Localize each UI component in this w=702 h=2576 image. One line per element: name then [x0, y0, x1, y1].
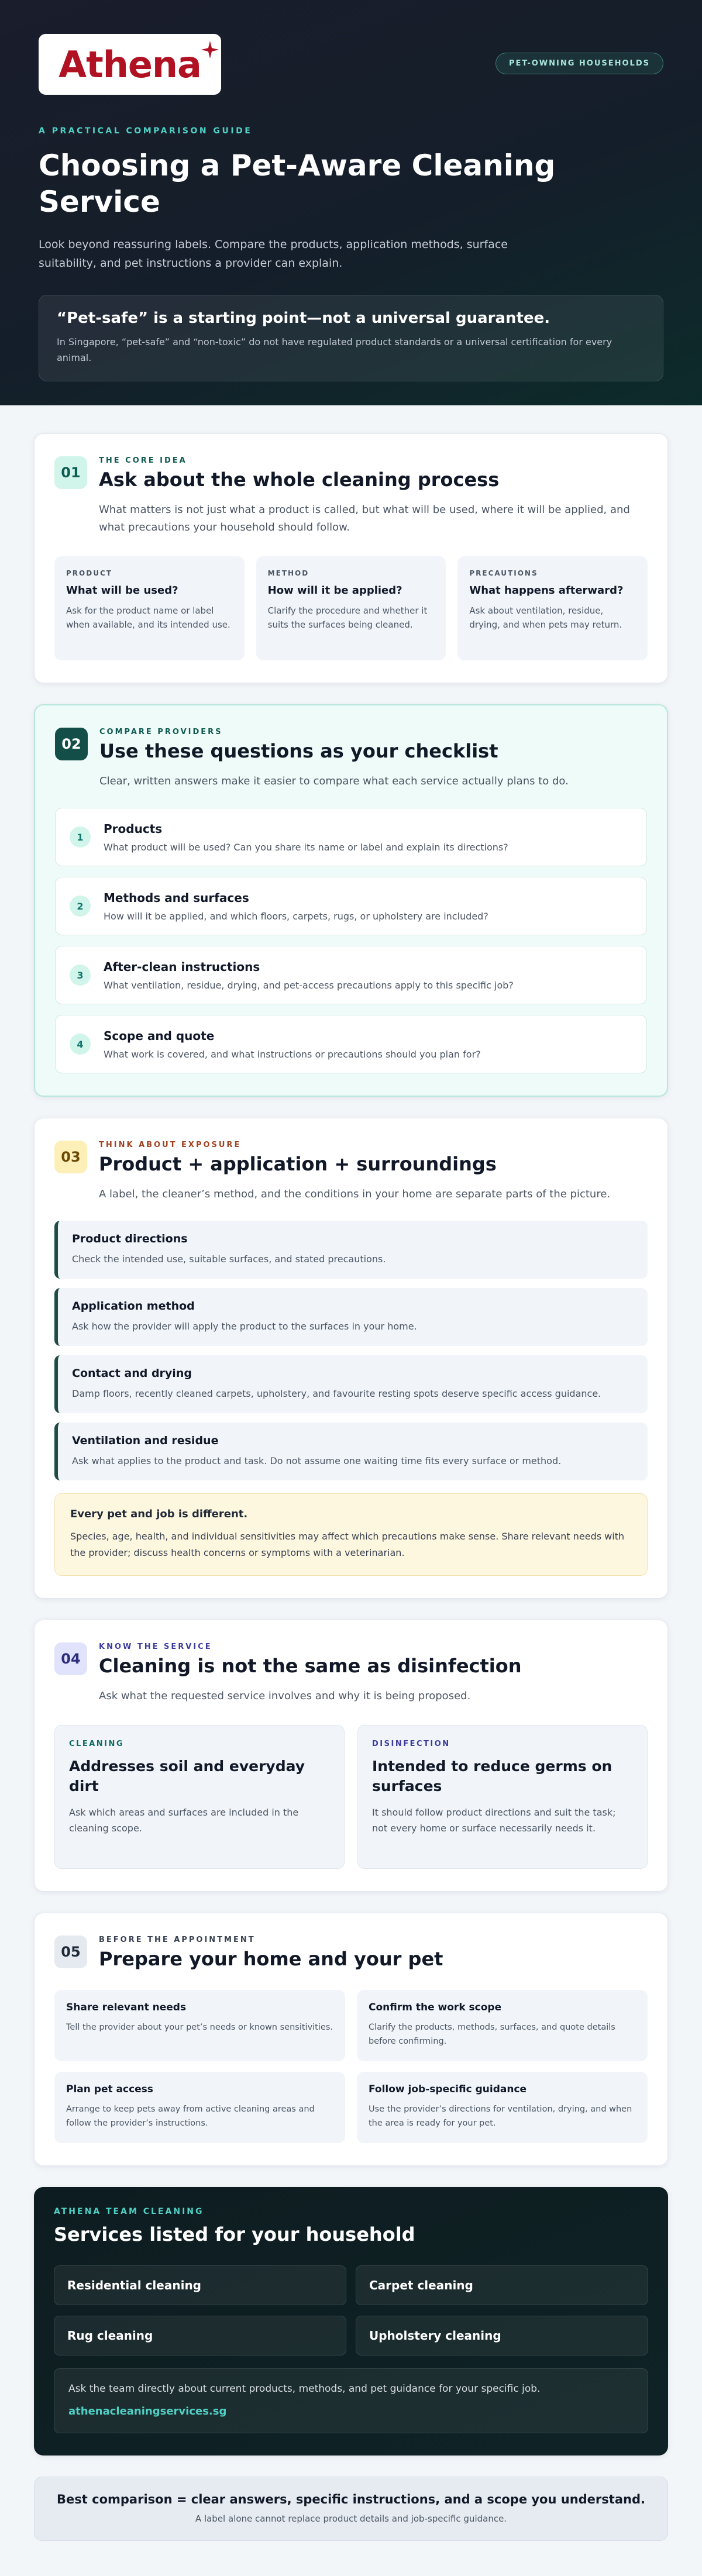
checklist-text: How will it be applied, and which floors, carpets, rugs, or upholstery are included?	[104, 910, 488, 922]
section-description: A label, the cleaner’s method, and the conditions in your home are separate parts of the picture.	[99, 1188, 611, 1200]
exposure-title: Application method	[72, 1300, 195, 1313]
main-content	[0, 405, 702, 2541]
card-title: Addresses soil and everyday dirt	[69, 1758, 305, 1795]
hero-callout	[39, 295, 663, 381]
card-title: Intended to reduce germs on surfaces	[372, 1758, 612, 1795]
section-number-badge: 01	[54, 456, 87, 489]
section-core-idea	[34, 433, 668, 683]
card-text: Ask about ventilation, residue, drying, and when pets may return.	[469, 605, 622, 630]
footer-summary	[34, 2477, 668, 2541]
card-title: How will it be applied?	[267, 584, 402, 597]
exposure-text: Check the intended use, suitable surfaces, and stated precautions.	[72, 1253, 386, 1265]
checklist-item	[55, 946, 647, 1004]
exposure-text: Ask what applies to the product and task. Do not assume one waiting time fits every surface or method.	[72, 1455, 562, 1466]
prep-title: Plan pet access	[66, 2083, 153, 2095]
section-title: Prepare your home and your pet	[99, 1948, 443, 1970]
card-text: Ask for the product name or label when available, and its intended use.	[66, 605, 230, 630]
section-title: Use these questions as your checklist	[99, 740, 498, 762]
checklist-text: What ventilation, residue, drying, and pet-access precautions apply to this specific job?	[104, 979, 514, 991]
checklist-title: Methods and surfaces	[104, 890, 249, 905]
prep-title: Share relevant needs	[66, 2002, 187, 2013]
hero	[0, 0, 702, 405]
service-card-disinfection	[357, 1725, 648, 1869]
section-eyebrow: BEFORE THE APPOINTMENT	[99, 1936, 256, 1944]
prep-card	[357, 2072, 648, 2143]
exposure-title: Product directions	[72, 1232, 188, 1245]
website-link[interactable]: athenacleaningservices.sg	[68, 2405, 227, 2417]
prep-text: Clarify the products, methods, surfaces, and quote details before confirming.	[369, 2023, 615, 2046]
process-card-product	[54, 556, 245, 660]
services-eyebrow: ATHENA TEAM CLEANING	[54, 2207, 204, 2216]
exposure-text: Ask how the provider will apply the product to the surfaces in your home.	[72, 1321, 417, 1332]
exposure-title: Ventilation and residue	[72, 1434, 219, 1447]
service-card-cleaning	[54, 1725, 345, 1869]
card-eyebrow: PRODUCT	[66, 569, 112, 577]
footer-text: A label alone cannot replace product details and job-specific guidance.	[195, 2513, 507, 2524]
section-eyebrow: THE CORE IDEA	[99, 456, 187, 465]
page-title: Choosing a Pet-Aware Cleaning Service	[39, 149, 556, 219]
card-text: Ask which areas and surfaces are included in the cleaning scope.	[69, 1807, 299, 1834]
card-eyebrow: PRECAUTIONS	[469, 569, 538, 577]
section-description: What matters is not just what a product is called, but what will be used, where it will be applied, and what precautions your household should follow.	[99, 504, 630, 533]
prep-title: Follow job-specific guidance	[369, 2083, 527, 2095]
prep-text: Arrange to keep pets away from active cleaning areas and follow the provider’s instructions.	[66, 2105, 315, 2128]
exposure-text: Damp floors, recently cleaned carpets, upholstery, and favourite resting spots deserve specific access guidance.	[72, 1388, 601, 1399]
section-services	[34, 2187, 668, 2456]
checklist-number: 4	[70, 1034, 91, 1055]
checklist-number: 3	[70, 965, 91, 986]
checklist-number: 1	[70, 826, 91, 848]
service-residential: Residential cleaning	[54, 2265, 346, 2305]
card-title: What happens afterward?	[469, 584, 624, 597]
prep-text: Tell the provider about your pet’s needs or known sensitivities.	[66, 2023, 333, 2032]
checklist-title: After-clean instructions	[104, 959, 260, 974]
checklist-title: Scope and quote	[104, 1028, 215, 1043]
brand-logo-text: Athena	[58, 43, 201, 86]
service-rug: Rug cleaning	[54, 2316, 346, 2355]
prep-card	[54, 1990, 345, 2061]
card-eyebrow: DISINFECTION	[372, 1740, 450, 1748]
section-eyebrow: THINK ABOUT EXPOSURE	[99, 1141, 242, 1149]
section-eyebrow: COMPARE PROVIDERS	[99, 728, 223, 736]
callout-text: In Singapore, “pet-safe” and “non-toxic” do not have regulated product standards or a universal certification for every animal.	[57, 336, 612, 363]
exposure-item	[54, 1423, 648, 1480]
section-number-badge: 02	[55, 728, 88, 760]
section-title: Ask about the whole cleaning process	[99, 469, 500, 491]
services-title: Services listed for your household	[54, 2223, 415, 2246]
checklist-item	[55, 1015, 647, 1073]
prep-text: Use the provider’s directions for ventilation, drying, and when the area is ready for your pet.	[369, 2105, 632, 2128]
exposure-item	[54, 1355, 648, 1413]
section-number-badge: 03	[54, 1141, 87, 1173]
checklist-text: What product will be used? Can you share its name or label and explain its directions?	[104, 841, 508, 853]
card-title: What will be used?	[66, 584, 178, 597]
warning-text: Species, age, health, and individual sensitivities may affect which precautions make sense. Share relevant needs with the provider; discuss health concerns or symptoms with a veterinarian.	[70, 1531, 625, 1558]
exposure-title: Contact and drying	[72, 1367, 192, 1380]
section-title: Cleaning is not the same as disinfection	[99, 1655, 522, 1677]
section-checklist	[34, 704, 668, 1097]
checklist-item	[55, 808, 647, 866]
process-card-precautions	[457, 556, 648, 660]
hero-eyebrow: A PRACTICAL COMPARISON GUIDE	[39, 126, 253, 136]
warning-title: Every pet and job is different.	[70, 1508, 248, 1520]
card-text: Clarify the procedure and whether it suits the surfaces being cleaned.	[267, 605, 428, 630]
prep-card	[357, 1990, 648, 2061]
section-exposure	[34, 1118, 668, 1599]
process-card-method	[256, 556, 446, 660]
card-eyebrow: METHOD	[267, 569, 309, 577]
footer-title: Best comparison = clear answers, specific instructions, and a scope you understand.	[57, 2492, 645, 2506]
checklist-number: 2	[70, 896, 91, 917]
checklist-item	[55, 877, 647, 935]
service-carpet: Carpet cleaning	[356, 2265, 648, 2305]
hero-subtitle: Look beyond reassuring labels. Compare the products, application methods, surface suitability, and pet instructions a provider can explain.	[39, 238, 508, 270]
section-title: Product + application + surroundings	[99, 1153, 497, 1175]
service-upholstery: Upholstery cleaning	[356, 2316, 648, 2355]
section-service-type	[34, 1620, 668, 1892]
card-text: It should follow product directions and suit the task; not every home or surface necessarily needs it.	[372, 1807, 616, 1834]
exposure-item	[54, 1288, 648, 1346]
brand-logo[interactable]	[39, 34, 221, 95]
section-prepare	[34, 1913, 668, 2166]
prep-title: Confirm the work scope	[369, 2002, 502, 2013]
checklist-text: What work is covered, and what instructions or precautions should you plan for?	[104, 1048, 481, 1060]
section-description: Clear, written answers make it easier to compare what each service actually plans to do.	[99, 775, 569, 787]
prep-card	[54, 2072, 345, 2143]
sparkle-icon	[201, 41, 219, 58]
section-number-badge: 05	[54, 1936, 87, 1968]
exposure-item	[54, 1221, 648, 1279]
card-eyebrow: CLEANING	[69, 1740, 125, 1748]
callout-title: “Pet-safe” is a starting point—not a universal guarantee.	[57, 309, 550, 327]
contact-text: Ask the team directly about current products, methods, and pet guidance for your specific job.	[68, 2383, 541, 2395]
pet-warning-box	[54, 1493, 648, 1576]
contact-box	[54, 2368, 648, 2433]
section-number-badge: 04	[54, 1642, 87, 1675]
section-description: Ask what the requested service involves and why it is being proposed.	[99, 1690, 471, 1702]
section-eyebrow: KNOW THE SERVICE	[99, 1642, 212, 1651]
checklist-title: Products	[104, 821, 163, 836]
audience-badge: PET-OWNING HOUSEHOLDS	[495, 53, 663, 74]
